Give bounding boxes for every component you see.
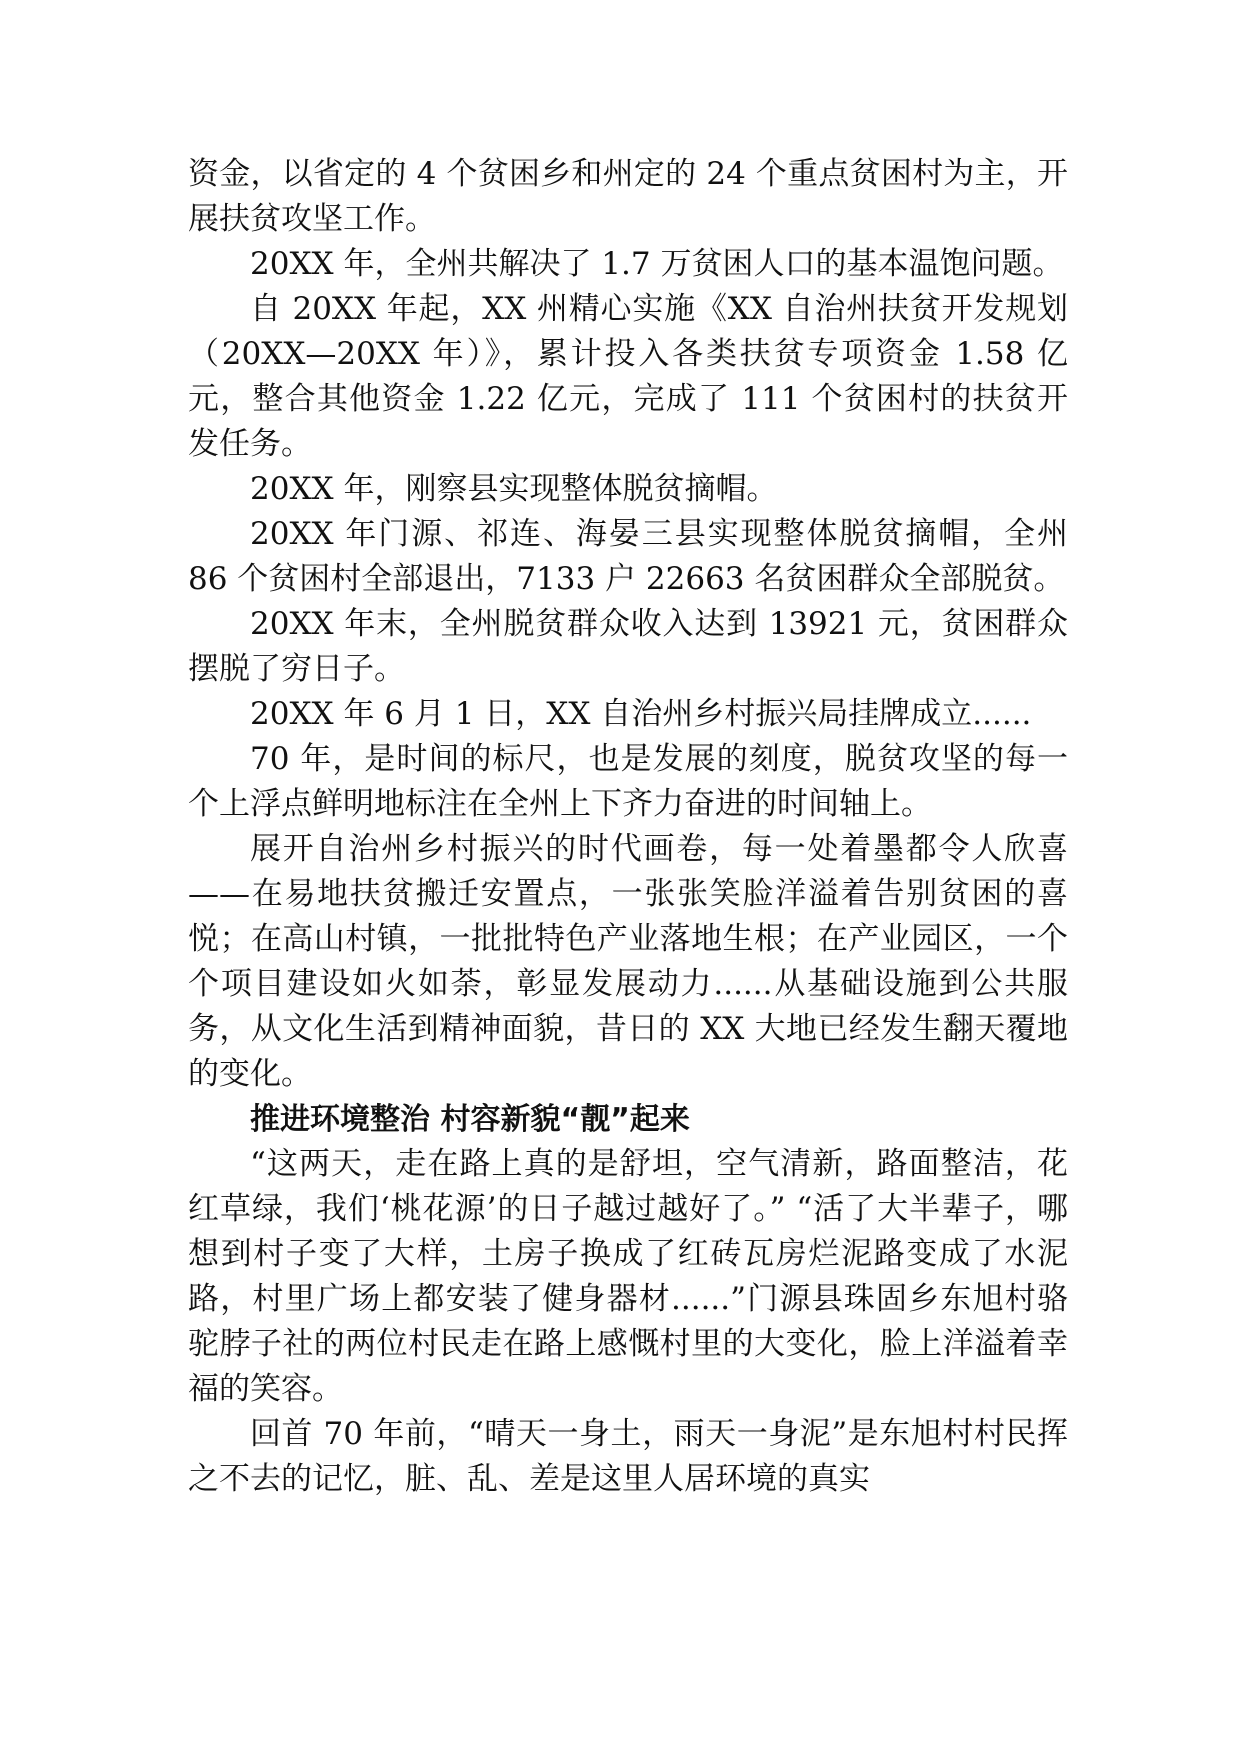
paragraph: “这两天，走在路上真的是舒坦，空气清新，路面整洁，花红草绿，我们‘桃花源’的日子越过越好了。” “活了大半辈子，哪想到村子变了大样，土房子换成了红砖瓦房烂泥路变成了水泥路，村里广场上都安装了健身器材......”门源县珠固乡东旭村骆驼脖子社的两位村民走在路上感慨村里的大变化，脸上洋溢着幸福的笑容。 xyxy=(188,1146,1068,1407)
paragraph: 20XX 年末，全州脱贫群众收入达到 13921 元，贫困群众摆脱了穷日子。 xyxy=(188,606,1068,687)
paragraph: 70 年，是时间的标尺，也是发展的刻度，脱贫攻坚的每一个上浮点鲜明地标注在全州上下齐力奋进的时间轴上。 xyxy=(188,741,1068,822)
paragraph: 20XX 年门源、祁连、海晏三县实现整体脱贫摘帽，全州 86 个贫困村全部退出，7133 户 22663 名贫困群众全部脱贫。 xyxy=(188,516,1068,597)
paragraph: 展开自治州乡村振兴的时代画卷，每一处着墨都令人欣喜——在易地扶贫搬迁安置点，一张张笑脸洋溢着告别贫困的喜悦；在高山村镇，一批批特色产业落地生根；在产业园区，一个个项目建设如火如荼，彰显发展动力......从基础设施到公共服务，从文化生活到精神面貌，昔日的 XX 大地已经发生翻天覆地的变化。 xyxy=(188,831,1068,1092)
section-heading: 推进环境整治 村容新貌“靓”起来 xyxy=(250,1102,690,1137)
paragraph: 20XX 年，刚察县实现整体脱贫摘帽。 xyxy=(250,471,778,507)
paragraph: 回首 70 年前，“晴天一身土，雨天一身泥”是东旭村村民挥之不去的记忆，脏、乱、差是这里人居环境的真实 xyxy=(188,1416,1068,1497)
paragraph: 20XX 年，全州共解决了 1.7 万贫困人口的基本温饱问题。 xyxy=(250,246,1064,282)
paragraph: 自 20XX 年起，XX 州精心实施《XX 自治州扶贫开发规划（20XX—20XX 年）》，累计投入各类扶贫专项资金 1.58 亿元，整合其他资金 1.22 亿元，完成了 111 个贫困村的扶贫开发任务。 xyxy=(188,291,1068,462)
document-body xyxy=(188,152,1068,1502)
paragraph: 资金，以省定的 4 个贫困乡和州定的 24 个重点贫困村为主，开展扶贫攻坚工作。 xyxy=(188,156,1068,237)
paragraph: 20XX 年 6 月 1 日，XX 自治州乡村振兴局挂牌成立...... xyxy=(250,696,1032,732)
